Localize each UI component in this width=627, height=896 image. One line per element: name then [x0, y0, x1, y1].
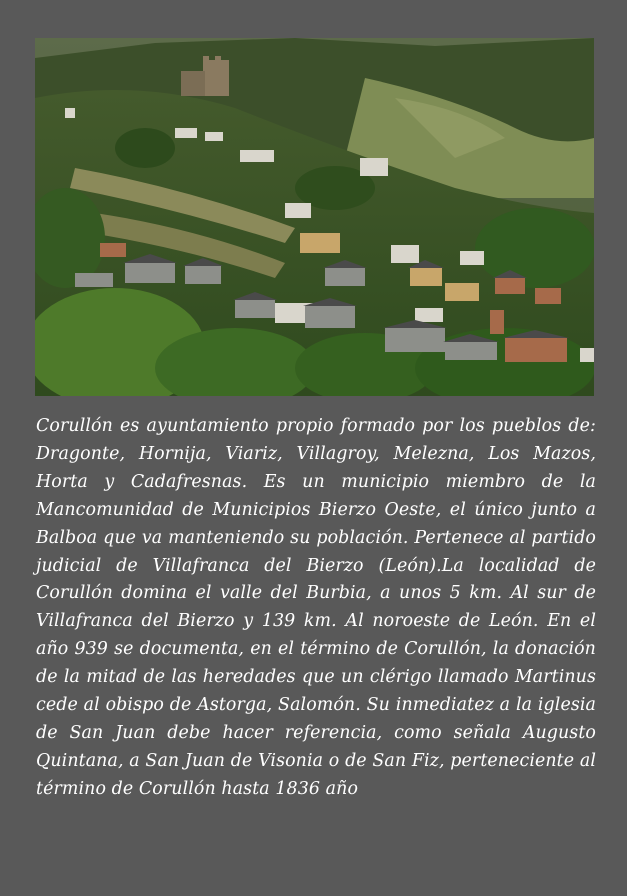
- village-landscape-illustration: [35, 38, 594, 396]
- village-photo: [35, 38, 594, 396]
- article-body: Corullón es ayuntamiento propio formado por los pueblos de: Dragonte, Hornija, Viariz, Villagroy, Melezna, Los Mazos, Horta y Cadafresnas. Es un municipio miembro de la Mancomunidad de Municipios Bierzo Oeste, el único junto a Balboa que va manteniendo su población. Pertenece al partido judicial de Villafranca del Bierzo (León).La localidad de Corullón domina el valle del Burbia, a unos 5 km. Al sur de Villafranca del Bierzo y 139 km. Al noroeste de León. En el año 939 se documenta, en el término de Corullón, la donación de la mitad de las heredades que un clérigo llamado Martinus cede al obispo de Astorga, Salomón. Su inmediatez a la iglesia de San Juan debe hacer referencia, como señala Augusto Quintana, a San Juan de Visonia o de San Fiz, perteneciente al término de Corullón hasta 1836 año: [36, 416, 596, 799]
